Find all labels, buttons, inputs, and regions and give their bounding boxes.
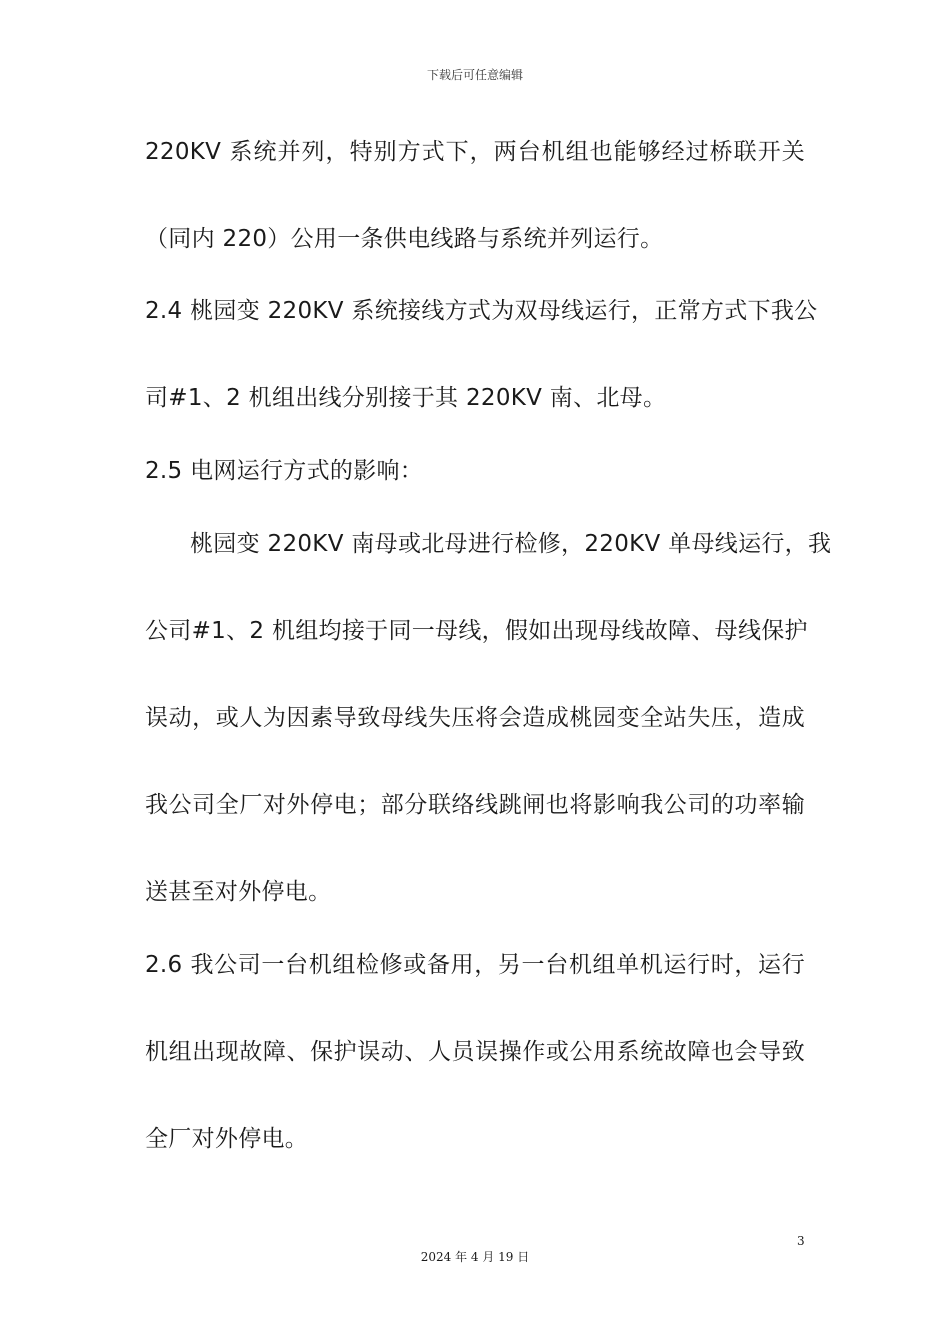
- body-line: 误动，或人为因素导致母线失压将会造成桃园变全站失压，造成: [145, 705, 805, 731]
- body-line: 2.4 桃园变 220KV 系统接线方式为双母线运行，正常方式下我公: [145, 298, 818, 324]
- body-line: 司#1、2 机组出线分别接于其 220KV 南、北母。: [145, 385, 667, 411]
- body-line: 2.6 我公司一台机组检修或备用，另一台机组单机运行时，运行: [145, 952, 805, 978]
- body-line: （同内 220）公用一条供电线路与系统并列运行。: [145, 226, 664, 252]
- body-line: 220KV 系统并列，特别方式下，两台机组也能够经过桥联开关: [145, 139, 805, 165]
- footer-date: 2024 年 4 月 19 日: [420, 1250, 530, 1264]
- page-number: 3: [797, 1234, 805, 1248]
- body-line: 桃园变 220KV 南母或北母进行检修，220KV 单母线运行，我: [190, 531, 832, 557]
- page-header: 下载后可任意编辑: [426, 68, 523, 82]
- section-heading: 2.5 电网运行方式的影响：: [145, 458, 424, 484]
- body-line: 公司#1、2 机组均接于同一母线，假如出现母线故障、母线保护: [145, 618, 808, 644]
- body-line: 送甚至对外停电。: [145, 879, 332, 905]
- body-line: 全厂对外停电。: [145, 1126, 309, 1152]
- body-line: 我公司全厂对外停电；部分联络线跳闸也将影响我公司的功率输: [145, 792, 805, 818]
- body-line: 机组出现故障、保护误动、人员误操作或公用系统故障也会导致: [145, 1039, 805, 1065]
